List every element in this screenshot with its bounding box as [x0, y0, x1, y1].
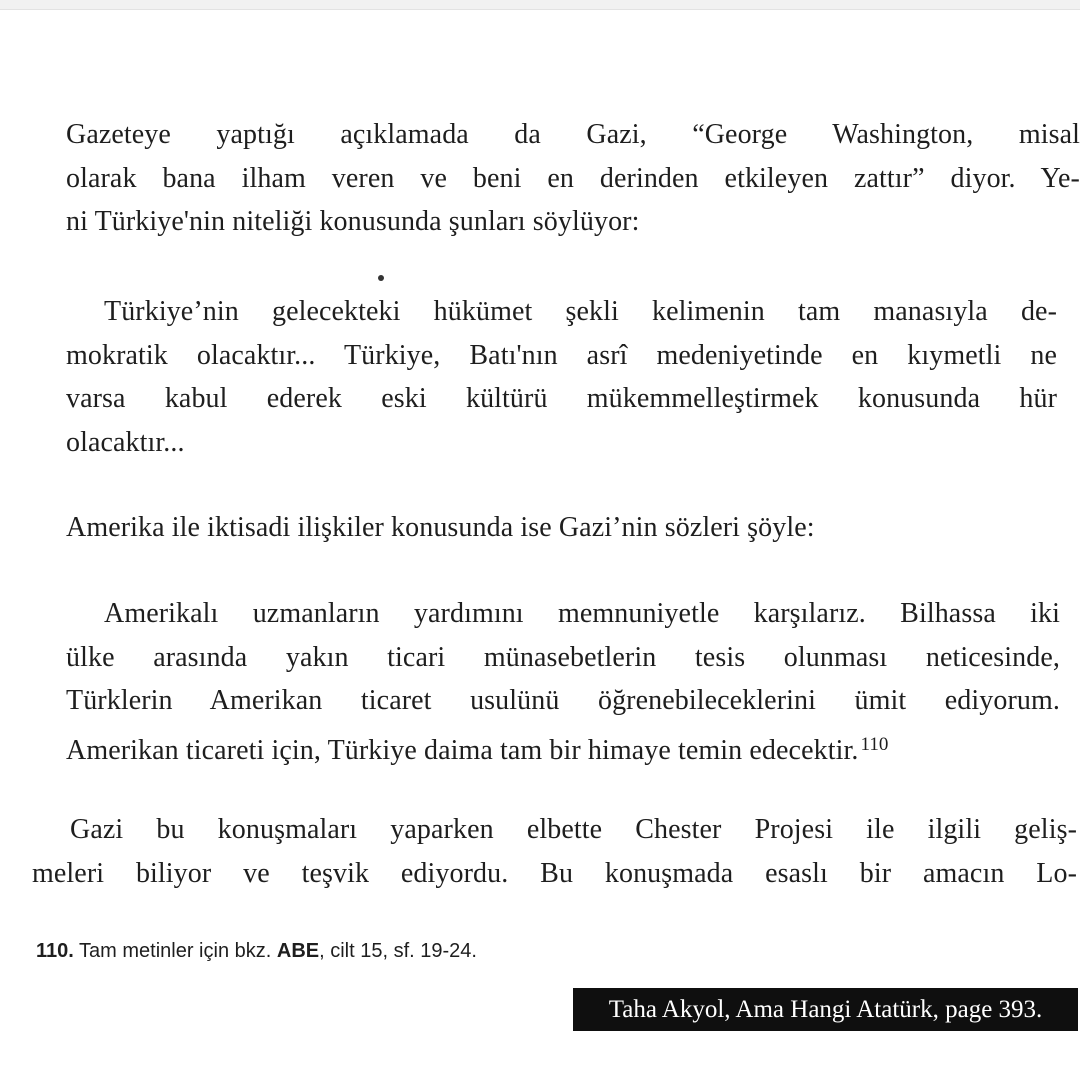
footnote — [36, 938, 477, 964]
quote-line: Türklerin Amerikan ticaret usulünü öğrenebileceklerini ümit ediyorum. — [66, 685, 1060, 716]
body-paragraph-2 — [66, 506, 1066, 550]
paragraph-line: olarak bana ilham veren ve beni en derinden etkileyen zattır” diyor. Ye- — [66, 162, 1080, 194]
footnote-text: Tam metinler için bkz. — [79, 940, 272, 962]
footnote-source: ABE — [276, 940, 320, 962]
quote-line: ülke arasında yakın ticari münasebetlerin tesis olunması neticesinde, — [66, 641, 1060, 673]
source-caption: Taha Akyol, Ama Hangi Atatürk, page 393. — [573, 988, 1078, 1031]
paragraph-line: meleri biliyor ve teşvik ediyordu. Bu konuşmada esaslı bir amacın Lo- — [32, 857, 1077, 889]
block-quote-1 — [66, 290, 1057, 464]
footnote-number: 110. — [36, 940, 74, 962]
footnote-citation: , cilt 15, sf. 19-24. — [319, 940, 477, 962]
paragraph-line: Amerika ile iktisadi ilişkiler konusunda ise Gazi’nin sözleri şöyle: — [66, 512, 815, 543]
page-top-border — [0, 0, 1080, 10]
quote-line: varsa kabul ederek eski kültürü mükemmelleştirmek konusunda hür — [66, 383, 1057, 414]
print-speck — [378, 275, 384, 281]
quote-last-line — [66, 723, 1060, 773]
body-paragraph-1 — [66, 113, 1080, 244]
paragraph-line: ni Türkiye'nin niteliği konusunda şunları söylüyor: — [66, 206, 640, 237]
footnote-reference[interactable]: 110 — [860, 733, 889, 755]
quote-line: Türkiye’nin gelecekteki hükümet şekli kelimenin tam manasıyla de- — [104, 296, 1057, 327]
paragraph-line: Gazi bu konuşmaları yaparken elbette Chester Projesi ile ilgili geliş- — [70, 814, 1077, 845]
body-paragraph-3 — [32, 808, 1077, 895]
paragraph-line: Gazeteye yaptığı açıklamada da Gazi, “George Washington, misal — [66, 119, 1080, 150]
quote-line: olacaktır... — [66, 426, 185, 458]
quote-line-text: Amerikan ticareti için, Türkiye daima tam bir himaye temin edecektir. — [66, 734, 859, 766]
block-quote-2 — [66, 592, 1060, 772]
quote-line: mokratik olacaktır... Türkiye, Batı'nın asrî medeniyetinde en kıymetli ne — [66, 339, 1057, 371]
quote-line: Amerikalı uzmanların yardımını memnuniyetle karşılarız. Bilhassa iki — [104, 598, 1060, 629]
